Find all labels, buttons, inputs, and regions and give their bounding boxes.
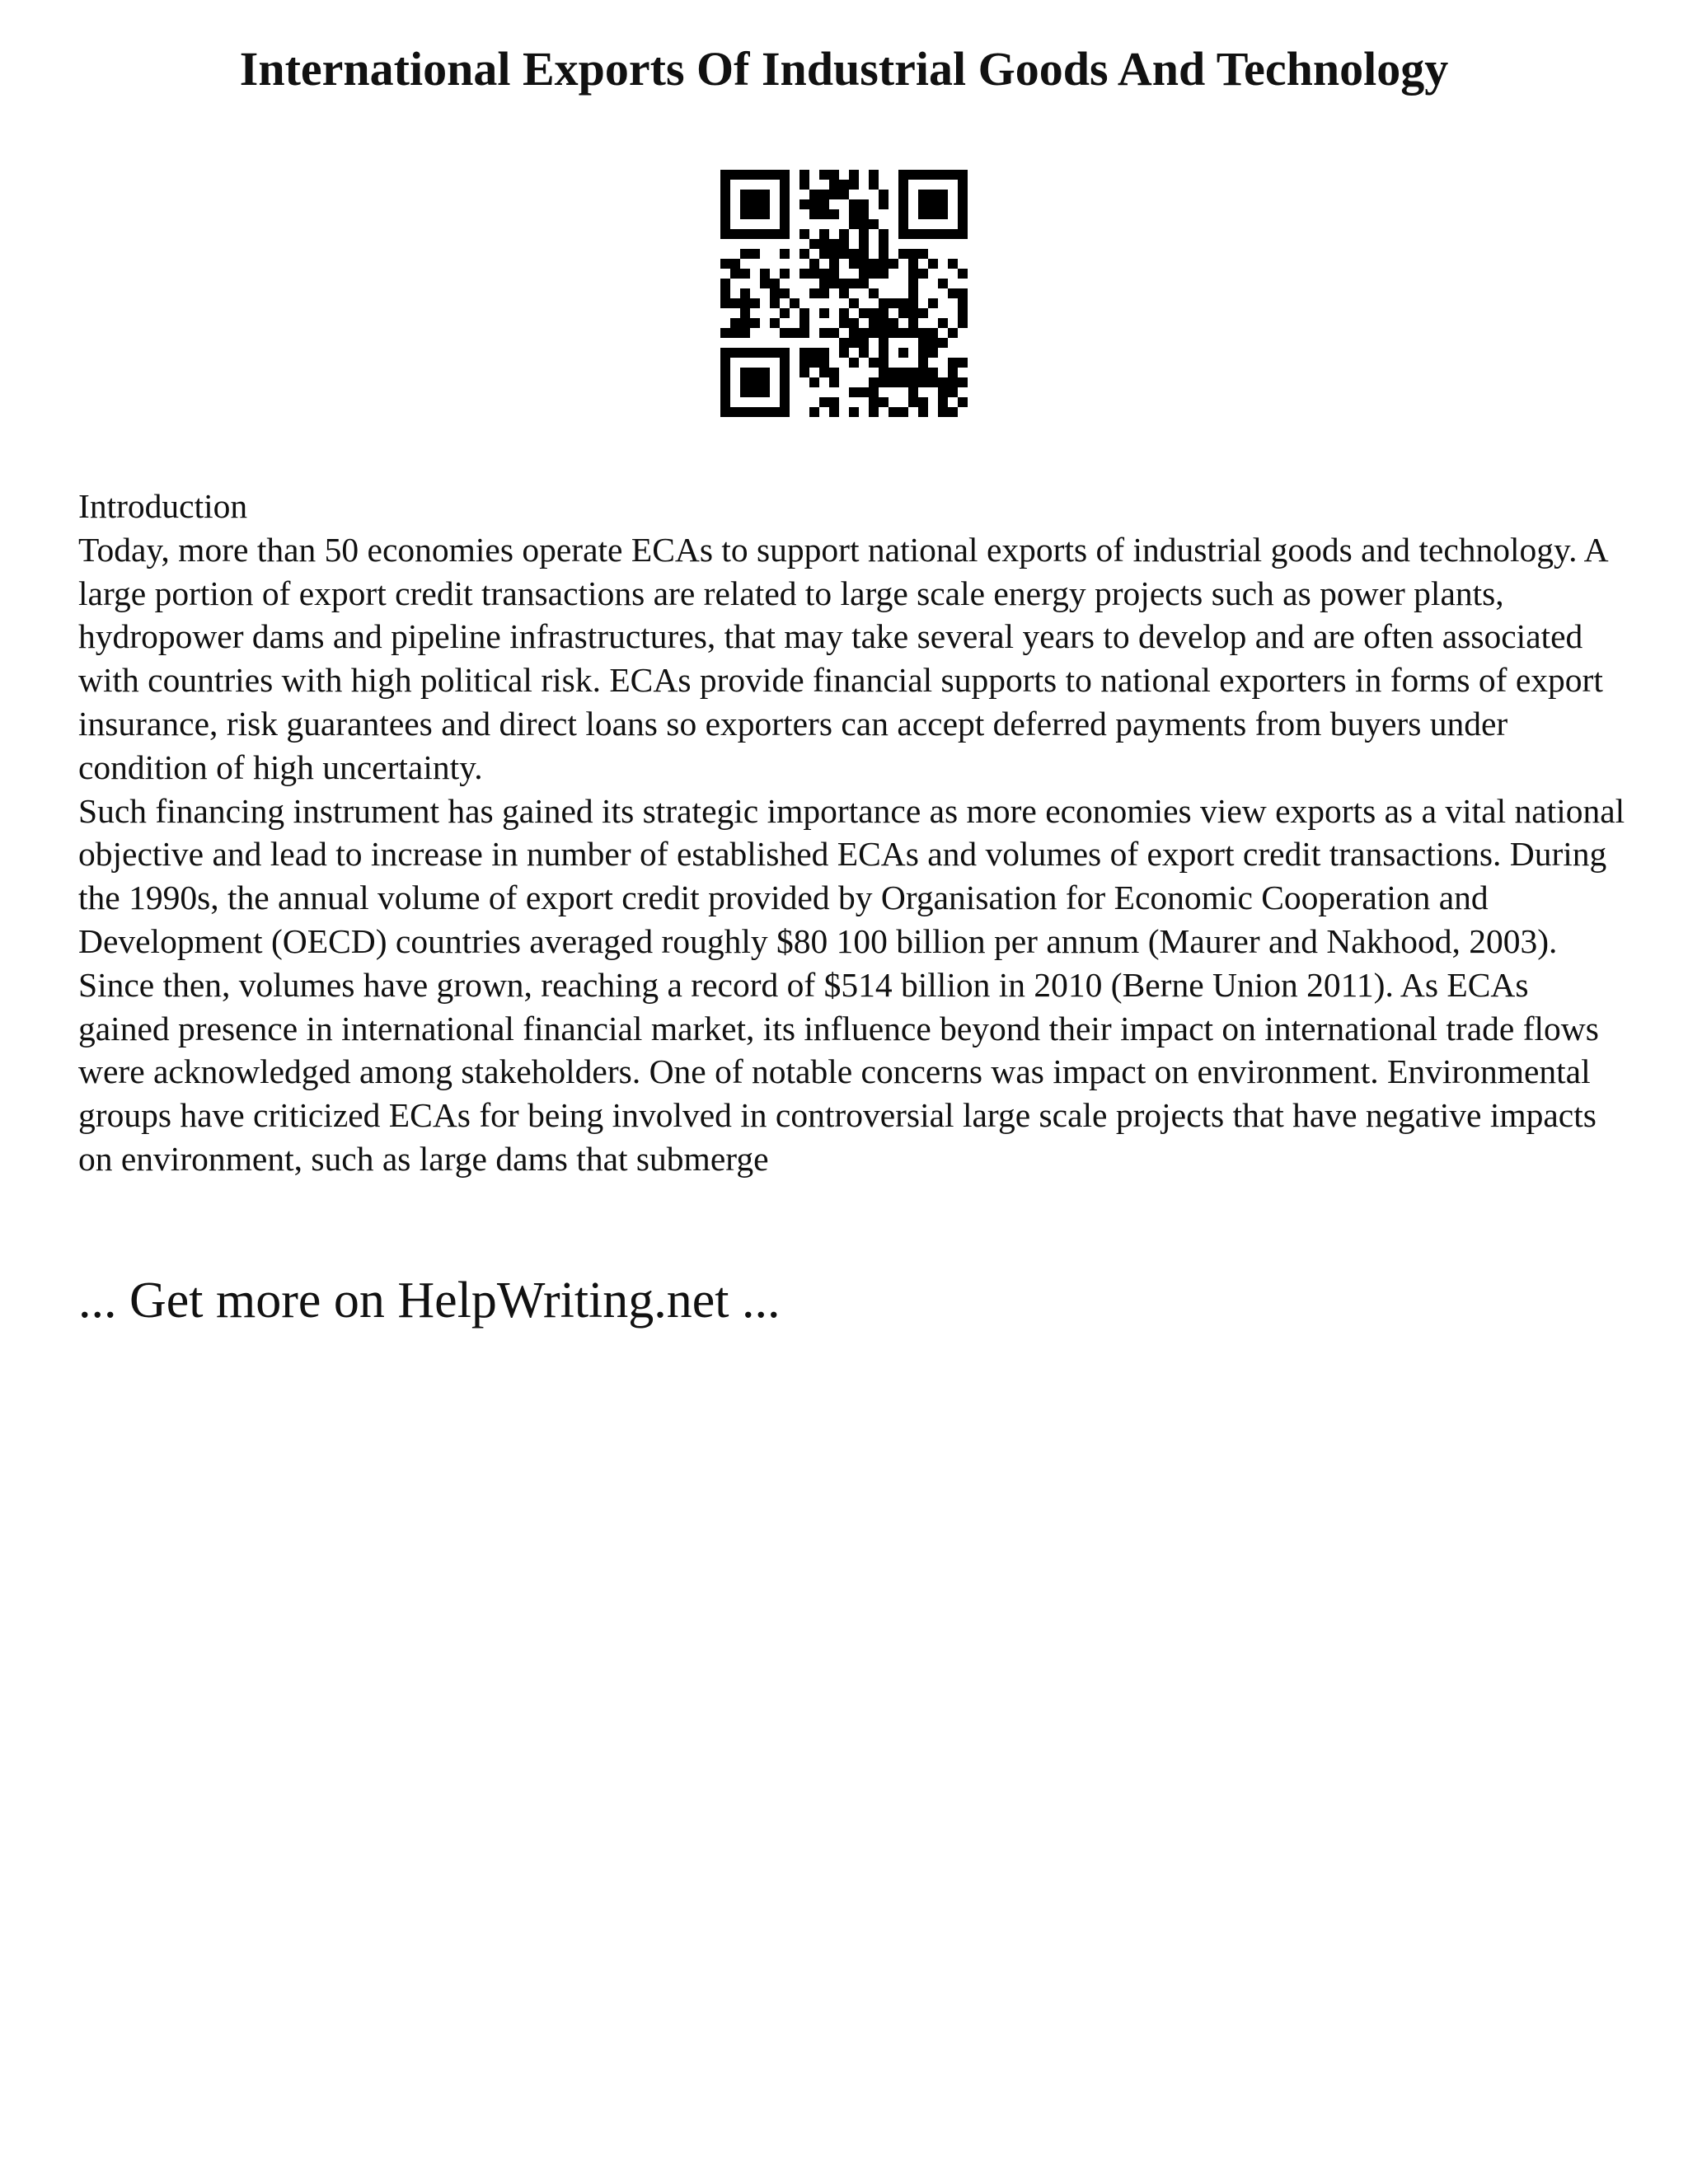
paragraph-1: Today, more than 50 economies operate ECAs to support national exports of industrial goods and technology. A large portion of export credit transactions are related to large scale energy projects such as power plants, hydropower dams and pipeline infrastructures, that may take several years to develop and are often associated with countries with high political risk. ECAs provide financial supports to national exporters in forms of export insurance, risk guarantees and direct loans so exporters can accept deferred payments from buyers under condition of high uncertainty. <box>78 530 1607 786</box>
page-title: International Exports Of Industrial Goods And Technology <box>239 42 1449 96</box>
qr-code-icon <box>720 170 968 417</box>
paragraph-2: Such financing instrument has gained its strategic importance as more economies view exports as a vital national objective and lead to increase in number of established ECAs and volumes of export credit transactions. During the 1990s, the annual volume of export credit provided by Organisation for Economic Cooperation and Development (OECD) countries averaged roughly $80 100 billion per annum (Maurer and Nakhood, 2003). Since then, volumes have grown, reaching a record of $514 billion in 2010 (Berne Union 2011). As ECAs gained presence in international financial market, its influence beyond their impact on international trade flows were acknowledged among stakeholders. One of notable concerns was impact on environment. Environmental groups have criticized ECAs for being involved in controversial large scale projects that have negative impacts on environment, such as large dams that submerge <box>78 791 1625 1178</box>
qr-code-graphic <box>720 170 968 417</box>
document-body <box>78 485 1628 1181</box>
get-more-link[interactable]: ... Get more on HelpWriting.net ... <box>78 1272 781 1329</box>
section-heading: Introduction <box>78 487 248 525</box>
